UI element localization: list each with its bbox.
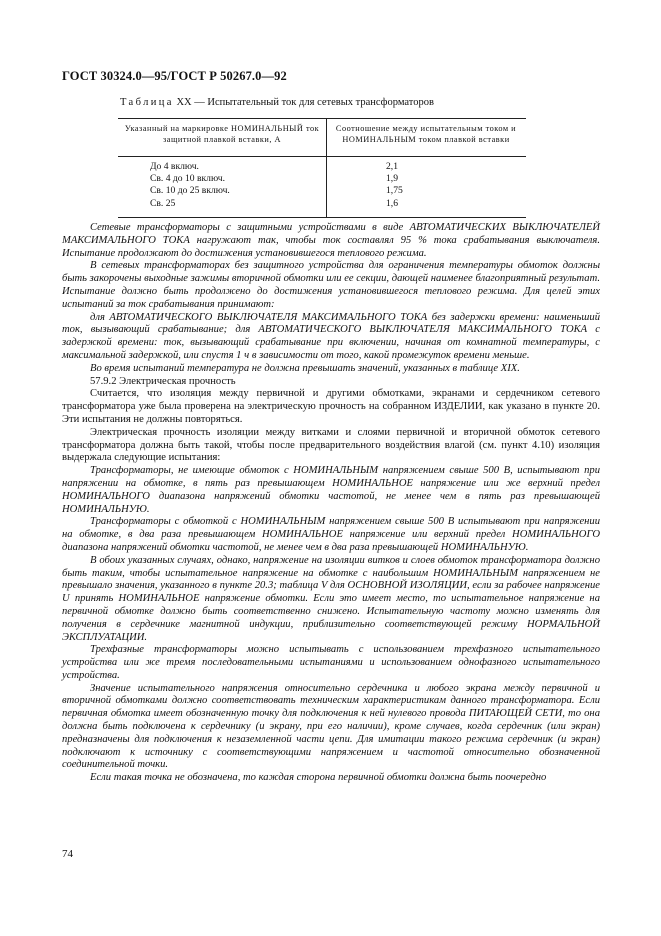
column-header-current-ratio: Соотношение между испытательным током и НОМИНАЛЬНЫМ током плавкой вставки — [335, 124, 517, 144]
paragraph: Значение испытательного напряжения относительно сердечника и любого экрана между первичной и вторичной обмотками должно соответствовать техническим характеристикам данного трансформатора. Если первичная обмотка имеет обозначенную точку для подключения к ней нулевого провода ПИТАЮЩЕЙ СЕТИ, то она должна быть подключена к сердечнику (и экрану, при его наличии), кроме случаев, когда сердечник (или экран) предназначены для подключения к незаземленной части цепи. Для имитации такого режима сердечник (и экран) подключают к источнику с соответствующими напряжением и частотой относительно обозначенной соединительной точки. — [62, 682, 600, 771]
table-header-divider — [118, 156, 526, 157]
paragraph: Если такая точка не обозначена, то каждая сторона первичной обмотки должна быть поочередно — [90, 772, 547, 784]
table-cell-ratio: 1,75 — [386, 185, 403, 197]
paragraph: Во время испытаний температура не должна превышать значений, указанных в таблице XIX. — [90, 362, 520, 374]
section-heading: 57.9.2 Электрическая прочность — [90, 375, 236, 387]
column-header-fuse-rating: Указанный на маркировке НОМИНАЛЬНЫЙ ток защитной плавкой вставки, А — [124, 124, 320, 144]
paragraph: Трансформаторы, не имеющие обмоток с НОМИНАЛЬНЫМ напряжением свыше 500 В, испытывают при напряжении на обмотке, в пять раз превышающем НОМИНАЛЬНОЕ напряжение или же верхний предел НОМИНАЛЬНОГО диапазона напряжений обмотки частотой, не менее чем в пять раз превышающей НОМИНАЛЬНУЮ. — [62, 465, 600, 515]
table-caption-word: Таблица — [120, 97, 174, 108]
paragraph: Сетевые трансформаторы с защитными устройствами в виде АВТОМАТИЧЕСКИХ ВЫКЛЮЧАТЕЛЕЙ МАКСИМАЛЬНОГО ТОКА нагружают так, чтобы ток составлял 95 % тока срабатывания выключателя. Испытание продолжают до достижения установившегося теплового режима. — [62, 222, 600, 259]
document-body — [62, 222, 600, 785]
table-caption-text: XX — Испытательный ток для сетевых трансформаторов — [176, 97, 434, 108]
paragraph: В сетевых трансформаторах без защитного устройства для ограничения температуры обмоток должны быть закорочены выходные зажимы вторичной обмотки или ее секции, дающей наименее благоприятный результат. Испытание должно быть продолжено до достижения установившегося теплового режима. Для целей этих испытаний за ток срабатывания принимают: — [62, 260, 600, 310]
paragraph: В обоих указанных случаях, однако, напряжение на изоляции витков и слоев обмоток трансформатора должно быть таким, чтобы испытательное напряжение на обмотке с наибольшим НОМИНАЛЬНЫМ напряжением не превышало значения, указанного в пункте 20.3; таблица V для ОСНОВНОЙ ИЗОЛЯЦИИ, если за рабочее напряжение U принять НОМИНАЛЬНОЕ напряжение обмотки. Если это имеет место, то испытательное напряжение на первичной обмотке должно быть соответственно снижено. Испытательную частоту можно изменять для получения в сердечнике магнитной индукции, приблизительно соответствующей режиму НОРМАЛЬНОЙ ЭКСПЛУАТАЦИИ. — [62, 554, 600, 643]
page-number: 74 — [62, 848, 73, 860]
paragraph: Трехфазные трансформаторы можно испытывать с использованием трехфазного испытательного устройства или же тремя последовательными испытаниями и использованием однофазного испытательного устройства. — [62, 644, 600, 681]
test-current-table — [118, 118, 526, 218]
table-cell-ratio: 1,6 — [386, 197, 398, 209]
document-header: ГОСТ 30324.0—95/ГОСТ Р 50267.0—92 — [62, 69, 287, 83]
paragraph: Электрическая прочность изоляции между витками и слоями первичной и вторичной обмоток сетевого трансформатора должна быть такой, чтобы после предварительного воздействия влагой (см. пункт 4.10) изоляция выдержала следующие испытания: — [62, 426, 600, 464]
table-cell-ratio: 1,9 — [386, 173, 398, 185]
table-cell-rating: Св. 10 до 25 включ. — [150, 185, 230, 197]
table-column-divider — [326, 119, 327, 217]
paragraph: Трансформаторы с обмоткой с НОМИНАЛЬНЫМ напряжением свыше 500 В испытывают при напряжении на обмотке, в два раза превышающем НОМИНАЛЬНОЕ напряжение или верхний предел НОМИНАЛЬНОГО диапазона напряжений обмотки частотой, не менее чем в два раза превышающей НОМИНАЛЬНУЮ. — [62, 516, 600, 553]
table-cell-rating: Св. 25 — [150, 197, 176, 209]
table-caption — [120, 97, 434, 108]
current-ratio-column — [386, 161, 403, 210]
fuse-rating-column — [150, 161, 230, 210]
table-cell-rating: Св. 4 до 10 включ. — [150, 173, 225, 185]
paragraph: для АВТОМАТИЧЕСКОГО ВЫКЛЮЧАТЕЛЯ МАКСИМАЛЬНОГО ТОКА без задержки времени: наименьший ток, вызывающий срабатывание; для АВТОМАТИЧЕСКОГО ВЫКЛЮЧАТЕЛЯ МАКСИМАЛЬНОГО ТОКА с задержкой времени: ток, вызывающий срабатывание при включении, начиная от комнатной температуры, с максимальной задержкой, или спустя 1 ч в зависимости от того, какой промежуток времени меньше. — [62, 311, 600, 361]
paragraph: Считается, что изоляция между первичной и другими обмотками, экранами и сердечником сетевого трансформатора уже была проверена на электрическую прочность на собранном ИЗДЕЛИИ, как указано в пункте 20. Эти испытания не должны повторяться. — [62, 388, 600, 425]
table-cell-ratio: 2,1 — [386, 161, 398, 172]
table-cell-rating: До 4 включ. — [150, 161, 199, 172]
